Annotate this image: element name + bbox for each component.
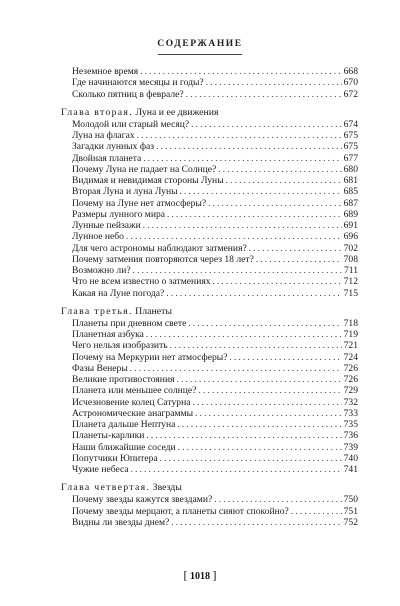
toc-entry-page: 674 [343,118,358,130]
chapter-name: Звезды [152,482,182,494]
chapter-name: Луна и ее движения [135,106,219,118]
toc-entry-title: Планетная азбука [72,329,144,340]
toc-entry-page: 681 [343,175,358,186]
toc-entry-page: 741 [343,464,358,475]
dot-leader [177,419,341,430]
toc-entry-title: Лунные пейзажи [72,220,141,231]
toc-entry-page: 740 [343,452,358,464]
toc-entry-page: 680 [343,163,358,175]
toc-entry[interactable] [61,164,358,175]
dot-leader [166,288,341,299]
dot-leader [146,430,341,441]
dot-leader [143,220,342,231]
toc-entry[interactable] [61,318,358,329]
toc-entry-title: Неземное время [72,66,139,77]
toc-entry[interactable] [61,141,358,152]
toc-entry-title: Астрономические анаграммы [72,407,194,419]
toc-entry-page: 724 [343,351,358,363]
toc-entry-page: 732 [343,396,358,408]
toc-entry-title: Наши ближайшие соседи [72,441,176,453]
chapter-heading [61,106,358,119]
toc-entry-title: Сколько пятниц в феврале? [72,88,184,100]
toc-entry-title: Фазы Венеры [72,362,128,374]
toc-entry[interactable] [61,77,358,88]
chapter-heading [61,481,358,494]
chapter-heading [61,305,358,318]
dot-leader [249,243,342,254]
dot-leader [133,265,342,276]
toc-entry-page: 685 [343,186,358,198]
toc-entry-page: 675 [343,130,358,141]
toc-entry-page: 689 [343,208,358,220]
toc-entry-page: 751 [343,505,358,517]
toc-entry[interactable] [61,453,358,464]
dot-leader [192,397,341,408]
dot-leader [171,517,341,528]
dot-leader [130,363,342,374]
toc-entry-page: 733 [343,407,358,419]
toc-entry-title: Планета дальше Нептуна [72,419,176,430]
toc-entry[interactable] [61,231,358,242]
dot-leader [177,374,342,385]
chapter-label: Глава четвертая. [61,482,151,494]
toc-entry[interactable] [61,89,358,100]
toc-entry-title: Для чего астрономы наблюдают затмения? [72,242,247,254]
dot-leader [191,119,341,130]
toc-entry-title: Где начинаются месяцы и годы? [72,77,204,89]
toc-entry-page: 721 [343,340,358,352]
toc-entry[interactable] [61,419,358,430]
toc-entry[interactable] [61,363,358,374]
toc-entry[interactable] [61,66,358,77]
dot-leader [180,186,342,197]
toc-entry[interactable] [61,153,358,164]
folio-bracket-open: [ [183,568,188,582]
toc-entry-page: 670 [343,77,358,89]
toc-entry[interactable] [61,186,358,197]
toc-entry-title: Почему Луна не падает на Солнце? [72,163,217,175]
toc-entry-title: Почему звезды кажутся звездами? [72,494,213,506]
dot-leader [218,164,341,175]
toc-entry[interactable] [61,276,358,287]
running-header: СОДЕРЖАНИЕ [157,39,243,49]
toc-entry[interactable] [61,220,358,231]
toc-entry[interactable] [61,254,358,265]
dot-leader [214,494,341,505]
toc-entry-page: 691 [343,220,358,231]
toc-entry[interactable] [61,175,358,186]
toc-entry-page: 672 [343,88,358,100]
dot-leader [178,442,342,453]
dot-leader [256,254,342,265]
toc-entry-title: Какая на Луне погода? [72,287,165,299]
dot-leader [208,198,341,209]
toc-entry[interactable] [61,374,358,385]
toc-entry[interactable] [61,340,358,351]
dot-leader [206,77,342,88]
dot-leader [143,153,341,164]
toc-entry-title: Двойная планета [72,152,142,164]
toc-entry-title: Луна на флагах [72,130,135,141]
toc-entry-title: Великие противостояния [72,374,175,385]
toc-entry[interactable] [61,130,358,141]
page-number [0,568,400,583]
toc-entry[interactable] [61,119,358,130]
dot-leader [137,130,342,141]
dot-leader [291,506,342,517]
toc-entry[interactable] [61,430,358,441]
dot-leader [230,352,342,363]
toc-entry[interactable] [61,408,358,419]
toc-entry-page: 729 [343,385,358,397]
toc-entry-page: 668 [343,66,358,77]
toc-entry[interactable] [61,494,358,505]
toc-entry-page: 736 [343,430,358,442]
dot-leader [186,89,342,100]
toc-entry[interactable] [61,385,358,396]
toc-entry[interactable] [61,442,358,453]
toc-entry[interactable] [61,329,358,340]
table-of-contents [61,66,358,528]
toc-entry[interactable] [61,198,358,209]
toc-entry-title: Попутчики Юпитера [72,452,158,464]
toc-entry-title: Лунное небо [72,231,124,243]
toc-entry-title: Планета или меньшее солнце? [72,385,197,397]
toc-entry-page: 719 [343,329,358,340]
toc-entry-title: Размеры лунного мира [72,208,166,220]
toc-entry-title: Чужие небеса [72,464,129,475]
toc-entry-title: Планеты при дневном свете [72,317,187,329]
toc-entry[interactable] [61,397,358,408]
toc-entry-title: Почему затмения повторяются через 18 лет? [72,253,254,265]
toc-entry[interactable] [61,352,358,363]
toc-entry-page: 677 [343,152,358,164]
toc-entry-page: 726 [343,362,358,374]
header-rule [158,54,242,55]
toc-entry-page: 718 [343,317,358,329]
dot-leader [167,209,342,220]
toc-entry-title: Видны ли звезды днем? [72,516,170,528]
toc-entry-title: Возможно ли? [72,265,131,276]
dot-leader [188,318,341,329]
chapter-label: Глава вторая. [61,106,133,118]
dot-leader [160,453,342,464]
chapter-name: Планеты [135,305,172,317]
toc-entry-page: 687 [343,197,358,209]
toc-entry-title: Вторая Луна и луна Луны [72,186,178,198]
toc-entry-page: 735 [343,419,358,430]
toc-entry-page: 715 [343,287,358,299]
toc-entry-page: 739 [343,441,358,453]
toc-entry-title: Что не всем известно о затмениях [72,276,211,288]
toc-entry-title: Почему на Луне нет атмосферы? [72,197,207,209]
dot-leader [131,464,342,475]
dot-leader [198,385,341,396]
toc-entry[interactable] [61,265,358,276]
dot-leader [226,175,342,186]
toc-entry-title: Почему на Меркурии нет атмосферы? [72,351,228,363]
toc-entry[interactable] [61,288,358,299]
dot-leader [156,141,342,152]
toc-entry[interactable] [61,243,358,254]
toc-entry[interactable] [61,517,358,528]
folio-bracket-close: ] [212,568,217,582]
toc-entry[interactable] [61,209,358,220]
toc-entry-title: Чего нельзя изобразить [72,340,168,352]
toc-entry[interactable] [61,506,358,517]
toc-entry-page: 752 [343,516,358,528]
dot-leader [195,408,342,419]
dot-leader [126,231,342,242]
toc-entry-title: Видимая и невидимая стороны Луны [72,175,224,186]
chapter-label: Глава третья. [61,305,133,317]
toc-entry[interactable] [61,464,358,475]
toc-entry-title: Почему звезды мерцают, а планеты сияют спокойно? [72,505,289,517]
toc-entry-page: 708 [343,253,358,265]
toc-entry-page: 711 [343,265,358,276]
toc-entry-page: 675 [343,141,358,153]
toc-entry-title: Молодой или старый месяц? [72,118,190,130]
dot-leader [213,276,342,287]
toc-entry-page: 702 [343,242,358,254]
toc-entry-page: 712 [343,276,358,288]
dot-leader [170,340,342,351]
folio-number: 1018 [190,571,210,582]
toc-entry-title: Исчезновение колец Сатурна [72,396,191,408]
toc-entry-page: 726 [343,374,358,385]
dot-leader [146,329,342,340]
toc-entry-page: 750 [343,494,358,506]
toc-entry-title: Загадки лунных фаз [72,141,155,153]
toc-entry-page: 696 [343,231,358,243]
toc-entry-title: Планеты-карлики [72,430,145,442]
dot-leader [140,66,341,77]
